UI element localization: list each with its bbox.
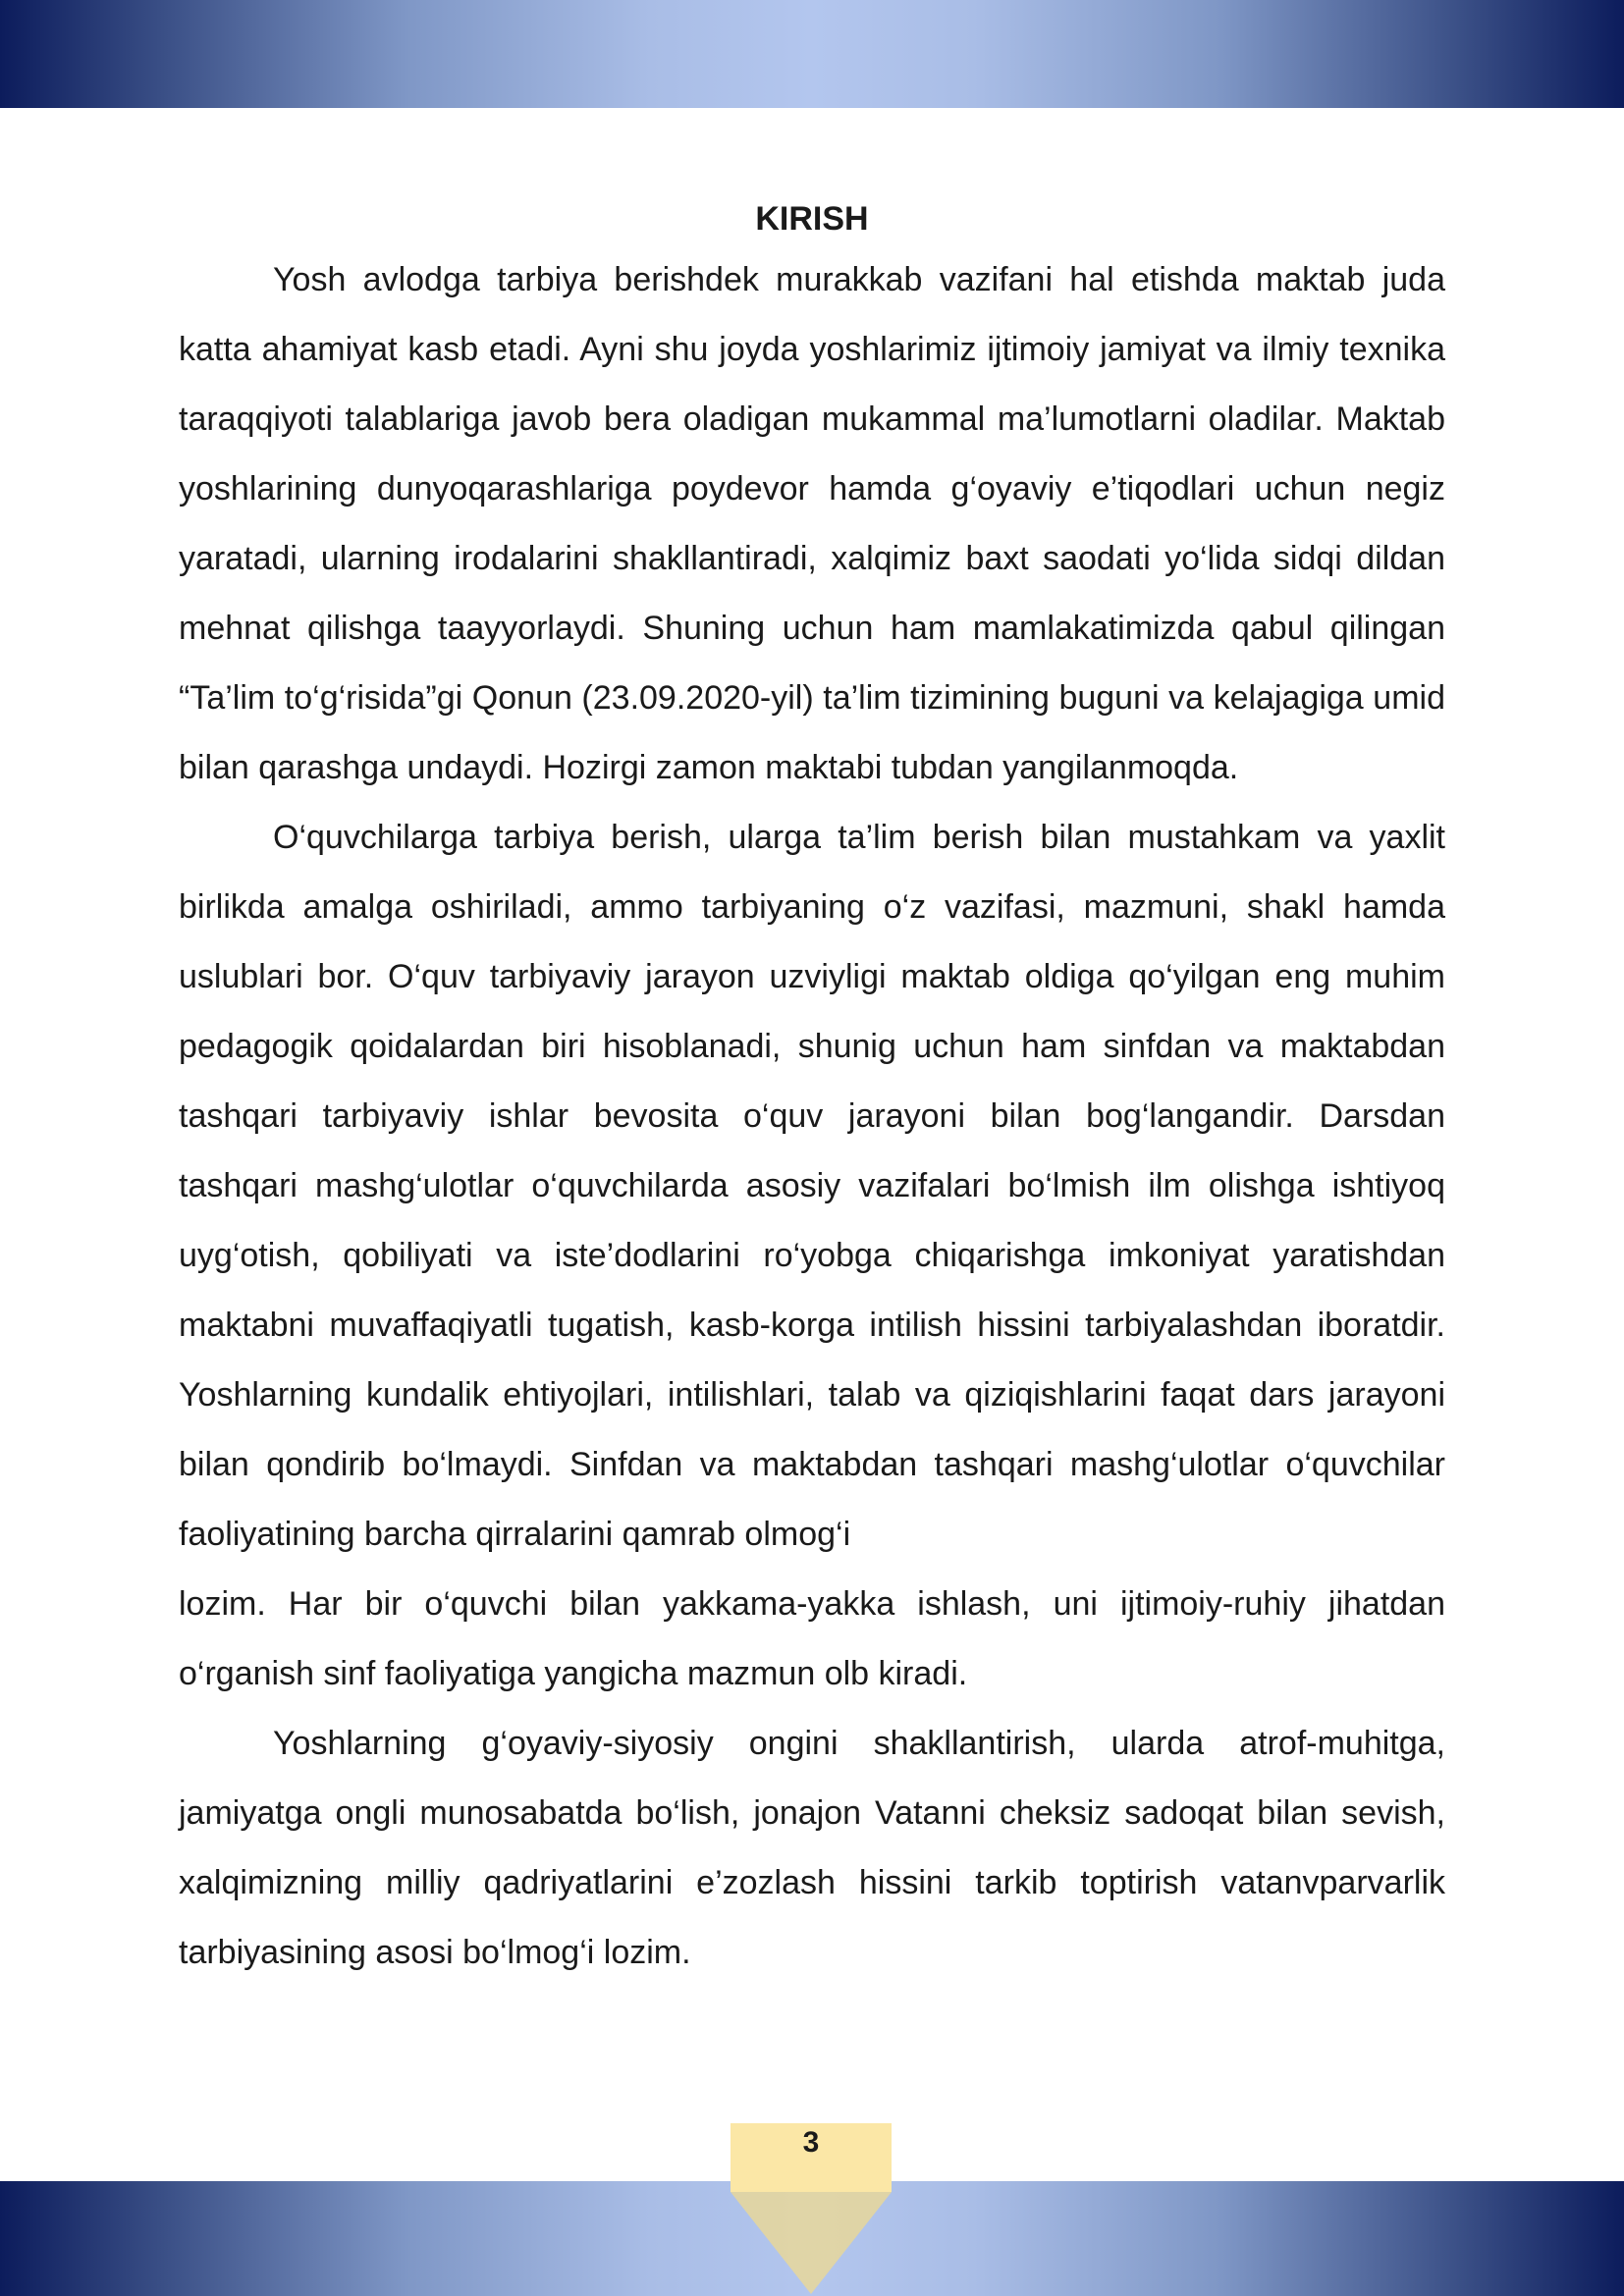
- paragraph-3: lozim. Har bir o‘quvchi bilan yakkama-yakka ishlash, uni ijtimoiy-ruhiy jihatdan o‘rganish sinf faoliyatiga yangicha mazmun olb kiradi.: [179, 1585, 1445, 1692]
- page-number-arrow: [731, 2192, 892, 2294]
- section-title: KIRISH: [755, 200, 869, 238]
- header-decorative-band: [0, 0, 1624, 108]
- paragraph-4: Yoshlarning g‘oyaviy-siyosiy ongini shakllantirish, ularda atrof-muhitga, jamiyatga ongli munosabatda bo‘lish, jonajon Vatanni cheksiz sadoqat bilan sevish, xalqimizning milliy qadriyatlarini e’zozlash hissini tarkib toptirish vatanvparvarlik tarbiyasining asosi bo‘lmog‘i lozim.: [179, 1725, 1445, 1971]
- paragraph-1: Yosh avlodga tarbiya berishdek murakkab vazifani hal etishda maktab juda katta ahamiyat kasb etadi. Ayni shu joyda yoshlarimiz ijtimoiy jamiyat va ilmiy texnika taraqqiyoti talablariga javob bera oladigan mukammal ma’lumotlarni oladilar. Maktab yoshlarining dunyoqarashlariga poydevor hamda g‘oyaviy e’tiqodlari uchun negiz yaratadi, ularning irodalarini shakllantiradi, xalqimiz baxt saodati yo‘lida sidqi dildan mehnat qilishga taayyorlaydi. Shuning uchun ham mamlakatimizda qabul qilingan “Ta’lim to‘g‘risida”gi Qonun (23.09.2020-yil) ta’lim tizimining buguni va kelajagiga umid bilan qarashga undaydi. Hozirgi zamon maktabi tubdan yangilanmoqda.: [179, 261, 1445, 786]
- paragraph-2: O‘quvchilarga tarbiya berish, ularga ta’lim berish bilan mustahkam va yaxlit birlikda amalga oshiriladi, ammo tarbiyaning o‘z vazifasi, mazmuni, shakl hamda uslublari bor. O‘quv tarbiyaviy jarayon uzviyligi maktab oldiga qo‘yilgan eng muhim pedagogik qoidalardan biri hisoblanadi, shunig uchun ham sinfdan va maktabdan tashqari tarbiyaviy ishlar bevosita o‘quv jarayoni bilan bog‘langandir. Darsdan tashqari mashg‘ulotlar o‘quvchilarda asosiy vazifalari bo‘lmish ilm olishga ishtiyoq uyg‘otish, qobiliyati va iste’dodlarini ro‘yobga chiqarishga imkoniyat yaratishdan maktabni muvaffaqiyatli tugatish, kasb-korga intilish hissini tarbiyalashdan iboratdir. Yoshlarning kundalik ehtiyojlari, intilishlari, talab va qiziqishlarini faqat dars jarayoni bilan qondirib bo‘lmaydi. Sinfdan va maktabdan tashqari mashg‘ulotlar o‘quvchilar faoliyatining barcha qirralarini qamrab olmog‘i: [179, 819, 1445, 1553]
- page-content: [179, 192, 1445, 1988]
- page-number: 3: [802, 2126, 820, 2159]
